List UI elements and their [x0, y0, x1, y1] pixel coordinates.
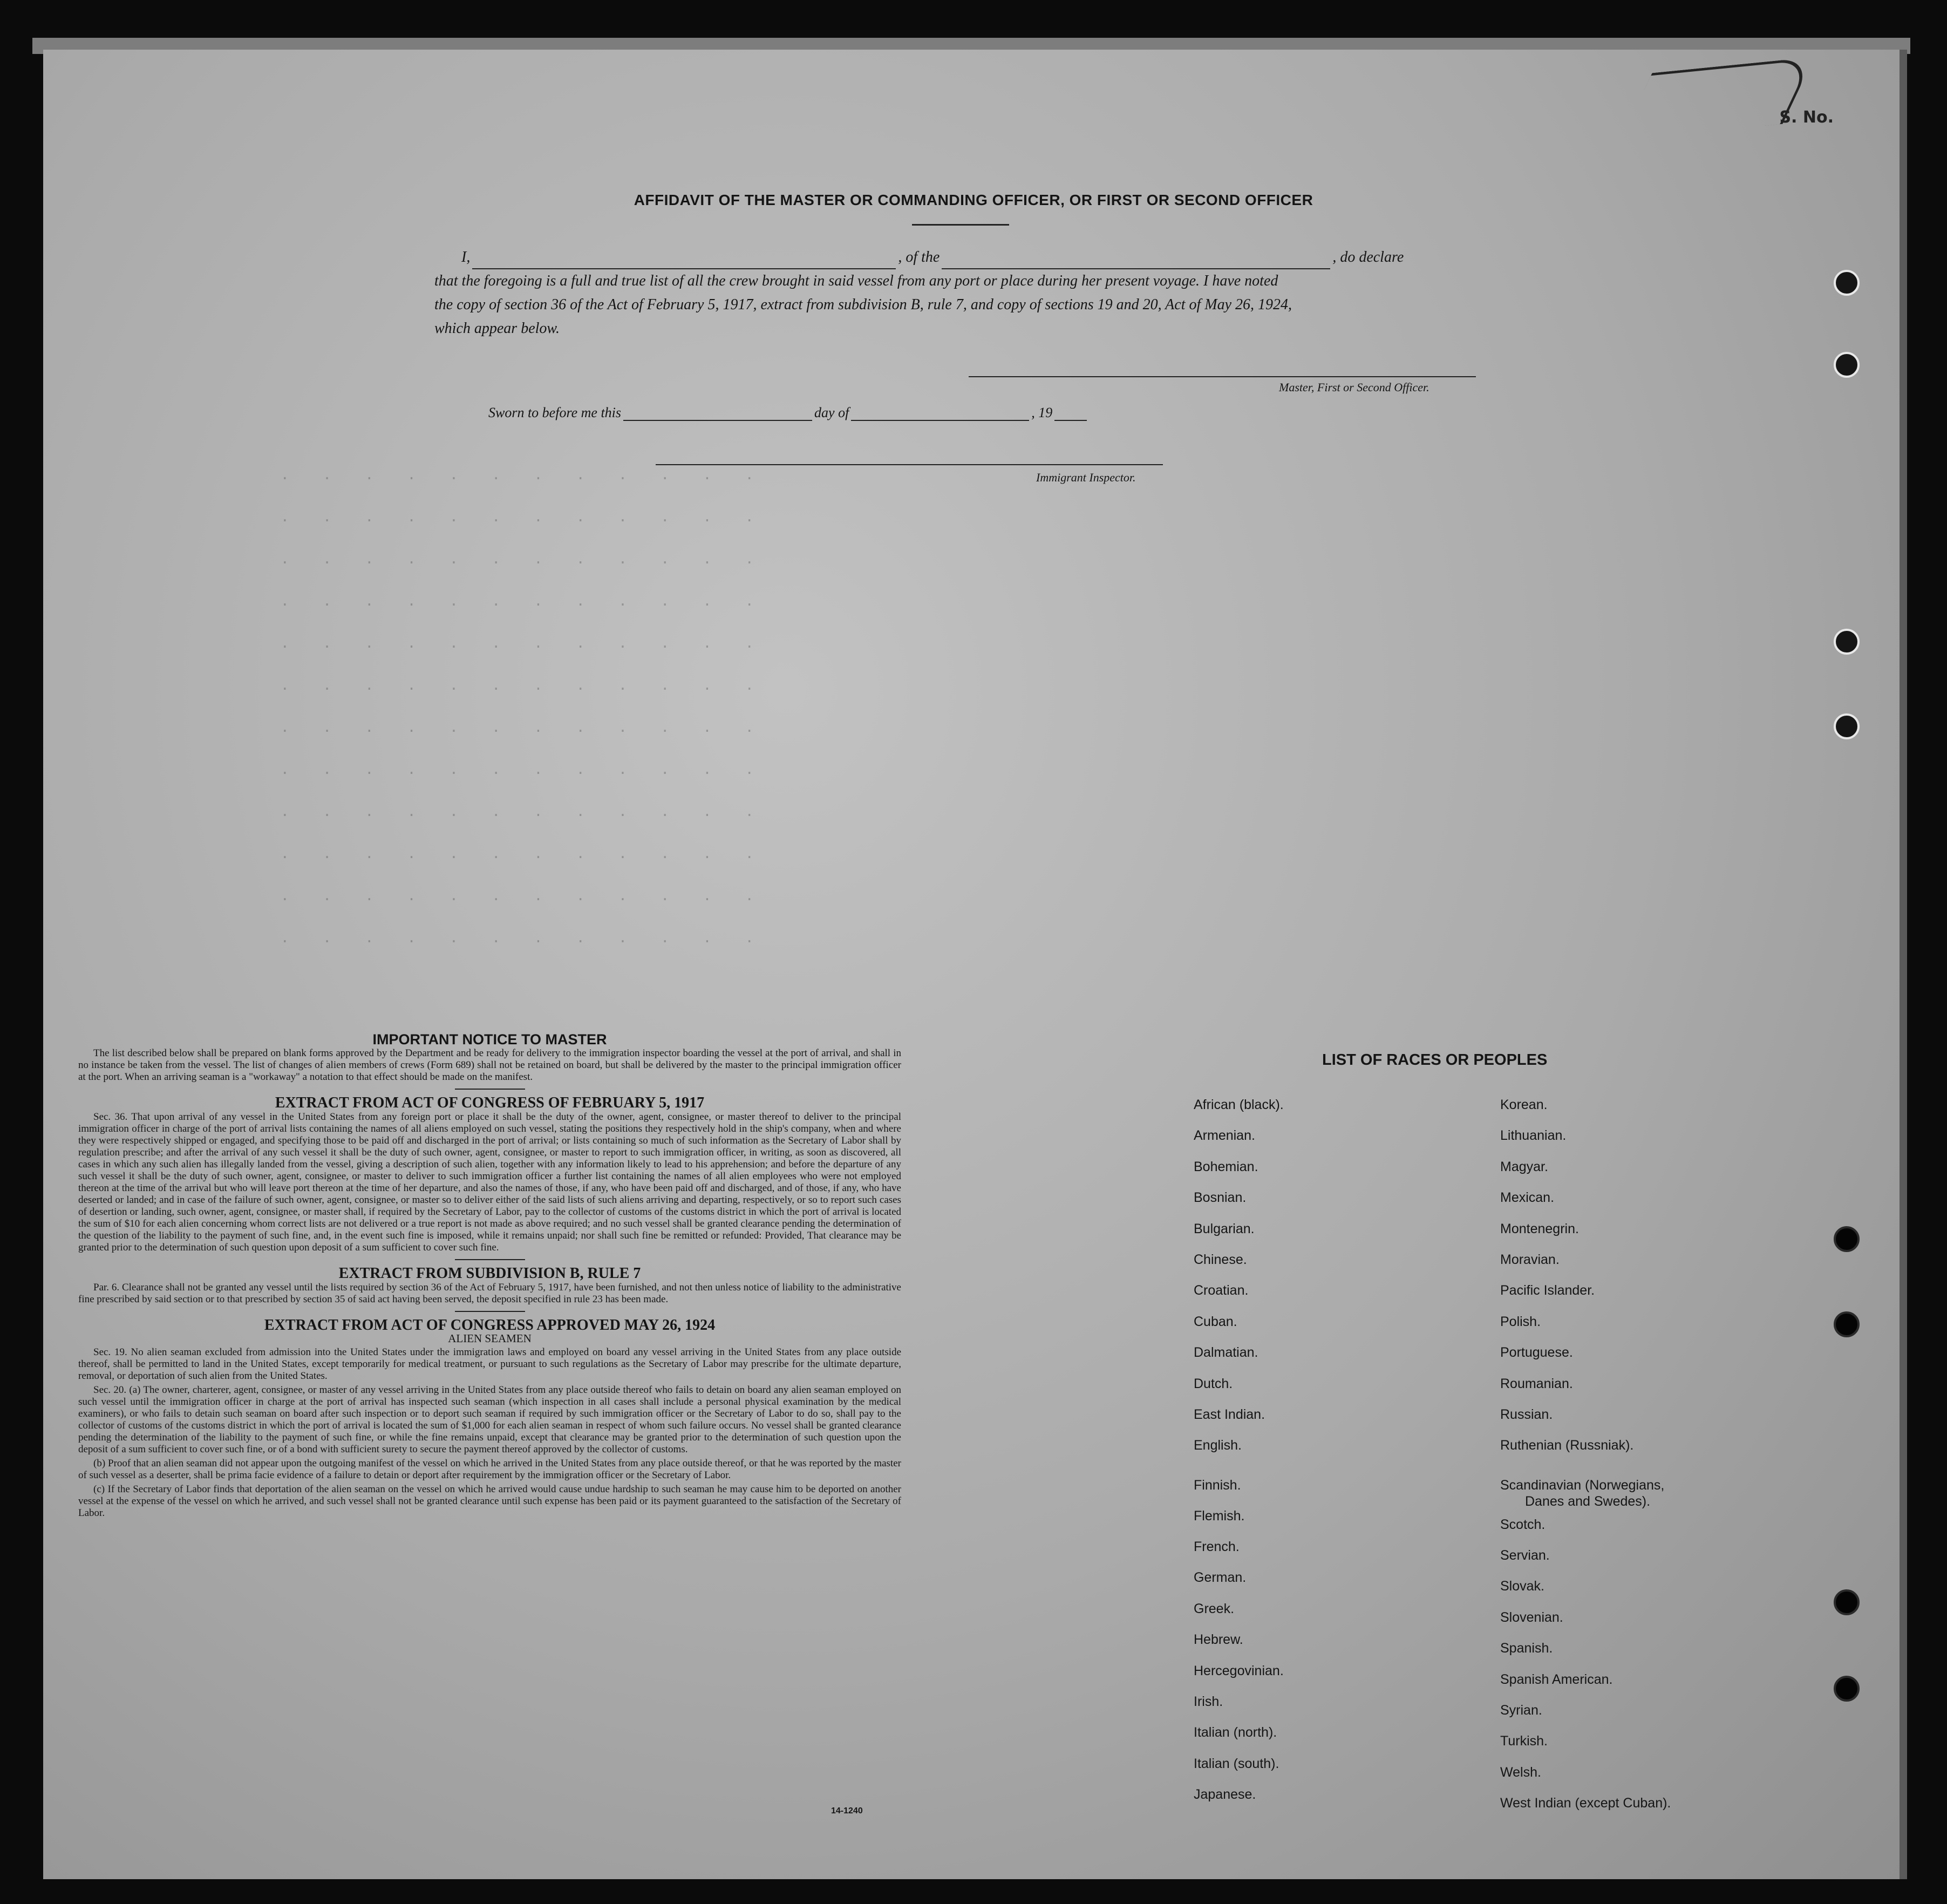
- divider: [912, 224, 1009, 226]
- race-item: African (black).: [1194, 1097, 1284, 1112]
- race-item: Bosnian.: [1194, 1190, 1247, 1206]
- race-item: Ruthenian (Russniak).: [1500, 1438, 1634, 1453]
- race-item: Turkish.: [1500, 1733, 1548, 1749]
- extract-1924-sec20c: (c) If the Secretary of Labor finds that deportation of the alien seaman on the vessel on which he arrived would cause undue hardship to such seaman he may cause him to be deported on another vessel at the expense of the vessel on which he arrived, and such vessel shall not be granted clearance until such expense has been paid or its payment guaranteed to the satisfaction of the Secretary of Labor.: [78, 1484, 901, 1519]
- extract-rule7-title: EXTRACT FROM SUBDIVISION B, RULE 7: [338, 1265, 641, 1282]
- races-list-left: [1194, 1097, 1284, 1818]
- race-item: Moravian.: [1500, 1252, 1560, 1267]
- race-item: Portuguese.: [1500, 1345, 1573, 1361]
- binder-hole-icon: [1834, 270, 1860, 296]
- master-name-blank[interactable]: [472, 254, 896, 269]
- binder-hole-icon: [1834, 1676, 1860, 1702]
- affidavit-i: I,: [461, 249, 471, 266]
- affidavit-of-the: , of the: [898, 249, 940, 266]
- race-item: German.: [1194, 1570, 1247, 1586]
- race-item: Croatian.: [1194, 1283, 1249, 1298]
- notice-title: IMPORTANT NOTICE TO MASTER: [372, 1031, 607, 1048]
- divider: [455, 1259, 525, 1260]
- binder-hole-icon: [1834, 1589, 1860, 1615]
- race-item: Dutch.: [1194, 1376, 1233, 1391]
- divider: [455, 1089, 525, 1090]
- races-list-right: [1500, 1097, 1671, 1827]
- affidavit-line-2: that the foregoing is a full and true list of all the crew brought in said vessel from any port or place during her present voyage. I have noted: [434, 273, 1278, 289]
- extract-1924-sec20b: (b) Proof that an alien seaman did not appear upon the outgoing manifest of the vessel on which he arrived in the United States from any place outside thereof, or that he was reported by the master of such vessel as a deserter, shall be prima facie evidence of a failure to detain or deport after requirement by the immigration officer or the Secretary of Labor.: [78, 1458, 901, 1481]
- binder-hole-icon: [1834, 1226, 1860, 1252]
- race-item: Scotch.: [1500, 1517, 1546, 1532]
- binder-hole-icon: [1834, 352, 1860, 378]
- race-item: Flemish.: [1194, 1508, 1245, 1524]
- sworn-day-blank[interactable]: [623, 408, 812, 421]
- sworn-year: , 19: [1031, 405, 1053, 420]
- affidavit-text: [434, 246, 1476, 341]
- race-item: Chinese.: [1194, 1252, 1247, 1267]
- divider: [455, 1311, 525, 1312]
- race-item: Servian.: [1500, 1548, 1550, 1563]
- race-item: Polish.: [1500, 1314, 1541, 1329]
- sworn-day-of: day of: [814, 405, 849, 420]
- race-item: Greek.: [1194, 1601, 1235, 1616]
- race-item: French.: [1194, 1539, 1240, 1555]
- race-item: Spanish.: [1500, 1641, 1553, 1656]
- sworn-year-blank[interactable]: [1054, 408, 1087, 421]
- notice-text: The list described below shall be prepared on blank forms approved by the Department and be ready for delivery to the immigration inspector boarding the vessel at the port of arrival, and shall in no instance be taken from the vessel. The list of changes of alien members of crews (Form 689) shall not be retained on board, but shall be delivered by the master to the principal immigration officer at the port. When an arriving seaman is a "workaway" a notation to that effect should be made on the manifest.: [78, 1048, 901, 1083]
- sworn-month-blank[interactable]: [851, 408, 1029, 421]
- extract-1924-sec19: Sec. 19. No alien seaman excluded from admission into the United States under the immigration laws and employed on board any vessel arriving in the United States from any place outside thereof, shall be permitted to land in the United States, except temporarily for medical treatment, or pursuant to such regulations as the Secretary of Labor may prescribe for the ultimate departure, removal, or deportation of such alien from the United States.: [78, 1347, 901, 1382]
- race-item: Cuban.: [1194, 1314, 1237, 1329]
- race-item: Spanish American.: [1500, 1671, 1613, 1687]
- race-item: Slovenian.: [1500, 1609, 1563, 1625]
- extract-1924-subtitle: ALIEN SEAMEN: [448, 1332, 532, 1345]
- sworn-statement: [488, 405, 1089, 421]
- inspector-label: Immigrant Inspector.: [1036, 471, 1136, 484]
- race-item: Scandinavian (Norwegians,: [1500, 1477, 1665, 1493]
- race-item: Italian (south).: [1194, 1756, 1279, 1771]
- bleed-through-texture: · · · · · · · · · · · · · · · · · · · · · · · · · · · · · · · · · · · · · · · · · · · · · · · · · · · · · · · · · · · · · · · · · · · · · · · · · · · · · · · · · · · · · · · · · · · · · · · · · · · · · · · · · · · · · · · · · · · · · · · · · · · · · · · · · · · · · · · · · · · · · · · ·: [281, 471, 754, 950]
- race-item: Irish.: [1194, 1694, 1223, 1710]
- races-title: LIST OF RACES OR PEOPLES: [1322, 1051, 1548, 1069]
- legal-notices: [78, 1033, 901, 1519]
- race-item: Danes and Swedes).: [1525, 1493, 1651, 1509]
- race-item: Bulgarian.: [1194, 1221, 1255, 1236]
- race-item: Slovak.: [1500, 1579, 1544, 1594]
- race-item: Pacific Islander.: [1500, 1283, 1595, 1298]
- race-item: Syrian.: [1500, 1703, 1542, 1718]
- race-item: English.: [1194, 1438, 1242, 1453]
- race-item: Mexican.: [1500, 1190, 1555, 1206]
- sheet-number-label: S. No.: [1779, 108, 1834, 127]
- race-item: Welsh.: [1500, 1764, 1541, 1780]
- extract-1924-sec20a: Sec. 20. (a) The owner, charterer, agent, consignee, or master of any vessel arriving in the United States from any place outside thereof who fails to detain on board any alien seaman employed on such vessel until the immigration officer in charge at the port of arrival has inspected such seaman (which inspection in all cases shall include a personal physical examination by the medical examiners), or who fails to detain such seaman on board after such inspection or to deport such seaman if required by such immigration officer or the Secretary of Labor to do so, shall pay to the collector of customs of the customs district in which the port of arrival is located the sum of $1,000 for each alien seaman in respect of whom such failure occurs. No vessel shall be granted clearance pending the determination of the liability to the payment of such fine, or while the fine remains unpaid, except that clearance may be granted prior to the determination of such question upon the deposit of a sum sufficient to cover such fine, or of a bond with sufficient surety to secure the payment thereof approved by the collector of customs.: [78, 1384, 901, 1455]
- race-item: Italian (north).: [1194, 1725, 1277, 1740]
- race-item: East Indian.: [1194, 1406, 1265, 1422]
- race-item: Russian.: [1500, 1406, 1553, 1422]
- race-item: Bohemian.: [1194, 1159, 1258, 1174]
- race-item: Japanese.: [1194, 1787, 1256, 1803]
- race-item: Finnish.: [1194, 1477, 1241, 1493]
- vessel-name-blank[interactable]: [942, 254, 1330, 269]
- affidavit-title: AFFIDAVIT OF THE MASTER OR COMMANDING OFFICER, OR FIRST OR SECOND OFFICER: [634, 192, 1313, 208]
- affidavit-declare: , do declare: [1332, 249, 1404, 266]
- race-item: Magyar.: [1500, 1159, 1548, 1174]
- race-item: Hebrew.: [1194, 1632, 1243, 1648]
- affidavit-line-3: the copy of section 36 of the Act of February 5, 1917, extract from subdivision B, rule 7, and copy of sections 19 and 20, Act of May 26, 1924,: [434, 296, 1292, 313]
- race-item: Korean.: [1500, 1097, 1548, 1112]
- race-item: Hercegovinian.: [1194, 1663, 1284, 1678]
- sworn-prefix: Sworn to before me this: [488, 405, 622, 420]
- race-item: Lithuanian.: [1500, 1128, 1567, 1144]
- extract-1924-title: EXTRACT FROM ACT OF CONGRESS APPROVED MAY 26, 1924: [264, 1317, 716, 1334]
- race-item: Montenegrin.: [1500, 1221, 1579, 1236]
- race-item: Armenian.: [1194, 1128, 1255, 1144]
- extract-1917-title: EXTRACT FROM ACT OF CONGRESS OF FEBRUARY 5, 1917: [275, 1094, 705, 1111]
- signature-label: Master, First or Second Officer.: [1279, 380, 1429, 394]
- race-item: West Indian (except Cuban).: [1500, 1796, 1671, 1811]
- race-item: Roumanian.: [1500, 1376, 1573, 1391]
- affidavit-line-1: [434, 246, 1476, 269]
- binder-hole-icon: [1834, 1311, 1860, 1337]
- signature-line[interactable]: [969, 376, 1476, 377]
- affidavit-line-4: which appear below.: [434, 320, 560, 337]
- inspector-signature-line[interactable]: [656, 464, 1163, 465]
- extract-1917-text: Sec. 36. That upon arrival of any vessel in the United States from any foreign port or place it shall be the duty of the owner, agent, consignee, or master thereof to deliver to the principal immigration officer in charge of the port of arrival lists containing the names of all aliens employed on such vessel, stating the positions they respectively hold in the ship's company, when and where they were respectively shipped or engaged, and specifying those to be paid off and discharged in the port of arrival; or lists containing so much of such information as the Secretary of Labor shall by regulation prescribe; and after the arrival of any such vessel it shall be the duty of such owner, agent, consignee, or master to report to such immigration officer, in writing, as soon as discovered, all cases in which any such alien has illegally landed from the vessel, giving a description of such alien, together with any information likely to lead to his apprehension; and before the departure of any such vessel it shall be the duty of such owner, agent, consignee, or master to deliver to such immigration officer a further list containing the names of all alien employees who were not employed thereon at the time of the arrival but who will leave port thereon at the time of her departure, and also the names of those, if any, who have been paid off and discharged, and of those, if any, who have deserted or landed; and in case of the failure of such owner, agent, consignee, or master so to deliver either of the said lists of such aliens arriving and departing, respectively, or so to report such cases of desertion or landing, such owner, agent, consignee, or master shall, if required by the Secretary of Labor, pay to the collector of customs of the customs district in which the port of arrival is located the sum of $10 for each alien concerning whom correct lists are not delivered or a true report is not made as above required; and no such vessel shall be granted clearance pending the determination of the question of the liability to the payment of such fine, and, in the event such fine is imposed, while it remains unpaid; nor shall such fine be remitted or refunded: Provided, That clearance may be granted prior to the determination of such question upon deposit of a sum sufficient to cover such fine.: [78, 1111, 901, 1253]
- race-item: Dalmatian.: [1194, 1345, 1258, 1361]
- form-number: 14-1240: [831, 1806, 863, 1815]
- extract-rule7-text: Par. 6. Clearance shall not be granted any vessel until the lists required by section 36 of the Act of February 5, 1917, have been furnished, and not then unless notice of liability to the administrative fine prescribed by said section or to that prescribed by section 35 of said act having been served, the deposit specified in rule 23 has been made.: [78, 1282, 901, 1305]
